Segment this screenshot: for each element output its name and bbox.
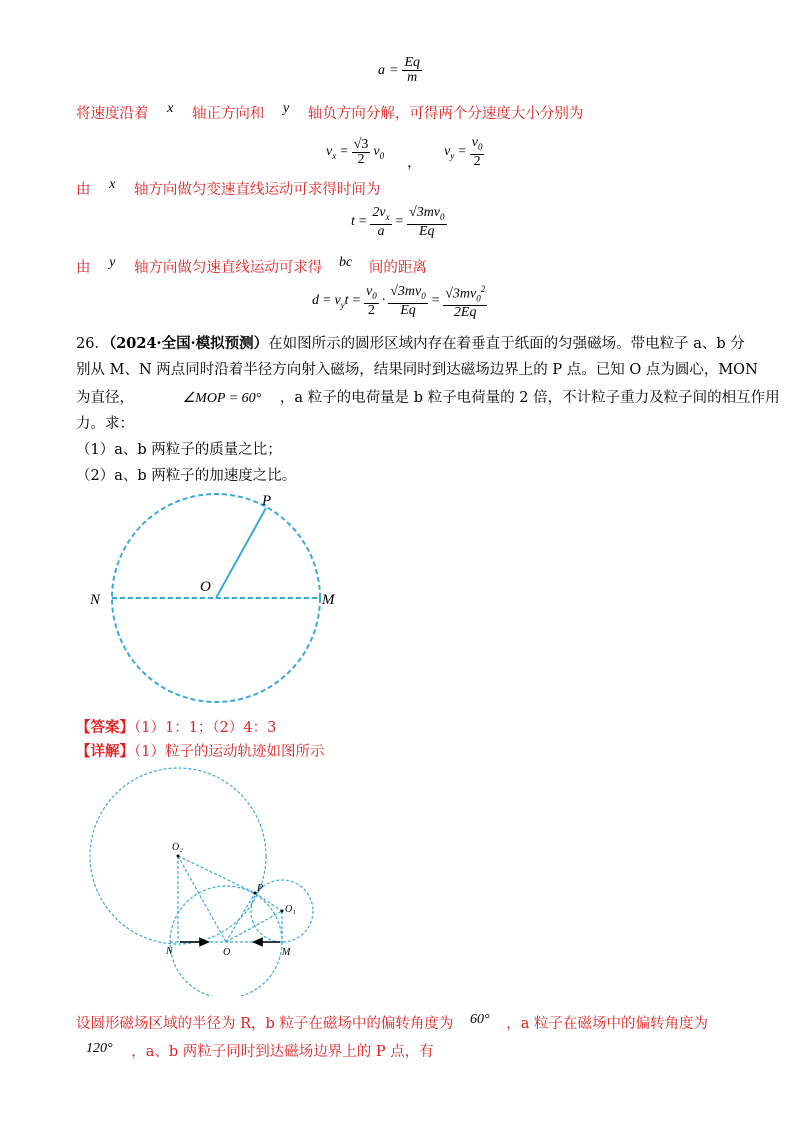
vx-rhs-sub: 0	[379, 150, 385, 161]
eq4-f2-den: Eq	[400, 302, 416, 318]
var-x: x	[109, 177, 116, 192]
eq4-f3-num-sub: 0	[476, 293, 481, 304]
eq4-fraction3	[443, 282, 487, 320]
eq3-den2: Eq	[418, 223, 435, 239]
question-1: （1）a、b 两粒子的质量之比；	[76, 442, 282, 458]
vy-fraction	[470, 136, 485, 169]
line-o2-p	[178, 856, 255, 893]
eq4-lhs: d	[312, 293, 319, 309]
answer-line	[76, 716, 276, 737]
equation-distance	[312, 282, 487, 320]
detail-text: （1）粒子的运动轨迹如图所示	[134, 744, 325, 760]
eq3-num2-text: √3mv	[409, 205, 441, 220]
eq4-vy-sub: y	[340, 299, 345, 310]
eq4-f1-num-sub: 0	[372, 290, 377, 301]
vx-equals: =	[339, 144, 349, 160]
final-line2	[86, 1040, 434, 1061]
eq4-f1-num-text: v	[366, 283, 373, 299]
vy-lhs: v	[444, 144, 451, 159]
eq4-f3-den: 2Eq	[453, 305, 477, 321]
vy-equals: =	[457, 144, 467, 160]
problem-line1	[76, 332, 745, 353]
eq4-f3-num	[443, 282, 487, 306]
problem-source: （2024·全国·模拟预测）	[108, 335, 269, 352]
eq1-equals: =	[389, 62, 399, 78]
eq1-denominator: m	[407, 70, 418, 85]
text-distance-derivation	[76, 256, 427, 277]
label-o: O	[223, 947, 231, 958]
label-m: M	[282, 947, 291, 958]
angle-mop: ∠MOP = 60°	[182, 391, 262, 406]
figure-circle-field	[86, 484, 358, 710]
answer-tag: 【答案】	[76, 719, 134, 736]
figure-trajectories	[86, 764, 326, 996]
vy-num-v: v	[471, 135, 478, 150]
label-o2: O₂	[172, 842, 183, 853]
angle-60: 60°	[470, 1012, 490, 1027]
arrow-b-head	[200, 939, 208, 946]
eq4-f3-num-sup: 2	[480, 284, 486, 294]
radius-op	[216, 508, 266, 598]
label-o1: O₁	[285, 904, 296, 915]
equation-velocity-components	[326, 135, 484, 172]
text-part: 轴方向做匀变速直线运动可求得时间为	[133, 182, 381, 198]
final-line1	[76, 1012, 708, 1033]
vx-fraction	[352, 138, 371, 167]
final-text-1a: 设圆形磁场区域的半径为 R，b 粒子在磁场中的偏转角度为	[76, 1016, 454, 1032]
eq3-num1	[370, 206, 391, 225]
final-text-1b: ，a 粒子在磁场中的偏转角度为	[506, 1016, 709, 1032]
angle-120: 120°	[86, 1041, 113, 1056]
vy-denominator: 2	[473, 153, 481, 169]
eq4-f3-num-text: √3mv	[445, 286, 477, 302]
text-part: 由	[76, 182, 91, 198]
label-m: M	[322, 592, 335, 608]
problem-text-3b: ，a 粒子的电荷量是 b 粒子电荷量的 2 倍，不计粒子重力及粒子间的相互作用	[279, 390, 780, 406]
vx-denominator: 2	[357, 151, 365, 167]
text-time-derivation	[76, 178, 380, 199]
eq3-lhs: t	[351, 214, 355, 230]
var-x: x	[167, 101, 174, 116]
eq3-equals: =	[357, 214, 368, 230]
equation-time	[351, 206, 447, 239]
vx-numerator: √3	[353, 136, 369, 152]
eq3-equals2: =	[394, 214, 405, 230]
eq1-fraction	[402, 56, 422, 85]
vx-lhs: v	[326, 144, 333, 159]
eq1-lhs: a	[378, 62, 385, 78]
equation-acceleration	[378, 56, 422, 85]
eq1-numerator: Eq	[404, 55, 421, 70]
problem-line2: 别从 M、N 两点同时沿着半径方向射入磁场，结果同时到达磁场边界上的 P 点。已知 O 点为圆心，MON	[76, 362, 758, 378]
line-o2-o	[178, 856, 226, 942]
eq3-fraction2	[407, 206, 447, 239]
vy-numerator	[470, 136, 485, 155]
vx-rhs: v	[373, 144, 380, 159]
detail-line	[76, 740, 324, 761]
text-part: 轴正方向和	[191, 106, 265, 122]
separator: ，	[407, 156, 422, 172]
var-bc: bc	[339, 255, 353, 270]
problem-text-3a: 为直径，	[76, 390, 134, 406]
detail-tag: 【详解】	[76, 743, 134, 760]
text-decompose-velocity	[76, 102, 583, 123]
eq4-dot: ·	[381, 293, 386, 309]
eq4-f2-num-sub: 0	[421, 290, 426, 301]
eq3-num2	[407, 206, 447, 225]
label-p: P	[257, 883, 264, 894]
vy-num-sub: 0	[477, 141, 483, 152]
problem-line3	[76, 386, 780, 407]
var-y: y	[109, 255, 116, 270]
label-n: N	[166, 946, 173, 957]
text-part: 将速度沿着	[76, 106, 149, 122]
final-text-2: ，a、b 两粒子同时到达磁场边界上的 P 点，有	[131, 1044, 434, 1060]
label-o: O	[200, 579, 211, 595]
eq4-equals1: =	[322, 293, 332, 309]
eq4-vy: v	[334, 292, 341, 308]
var-y: y	[283, 101, 290, 116]
arrow-a-head	[254, 939, 262, 946]
vx-lhs-sub: x	[332, 150, 337, 161]
label-p: P	[262, 493, 272, 509]
eq3-num2-sub: 0	[440, 211, 445, 222]
text-part: 轴负方向分解，可得两个分速度大小分别为	[307, 106, 584, 122]
text-part: 间的距离	[368, 260, 427, 276]
label-n: N	[90, 592, 101, 608]
eq4-f1-den: 2	[367, 302, 375, 318]
question-2: （2）a、b 两粒子的加速度之比。	[76, 468, 297, 484]
eq4-equals3: =	[430, 293, 441, 309]
eq4-f2-num-text: √3mv	[390, 283, 422, 299]
eq4-equals2: =	[351, 293, 362, 309]
eq4-t: t	[344, 292, 349, 308]
line-o-o1	[226, 911, 282, 942]
problem-line4: 力。求：	[76, 416, 134, 432]
text-part: 由	[76, 260, 91, 276]
vy-lhs-sub: y	[450, 150, 455, 161]
eq3-num1-sub: x	[385, 211, 390, 222]
line-p-o1	[255, 893, 282, 911]
eq4-f1-num	[364, 285, 379, 304]
text-part: 轴方向做匀速直线运动可求得	[133, 260, 323, 276]
eq4-fraction2	[388, 285, 428, 318]
problem-number: 26．	[76, 336, 109, 352]
eq3-num1-text: 2v	[372, 205, 386, 220]
eq3-den1: a	[377, 223, 385, 239]
problem-text-1: 在如图所示的圆形区域内存在着垂直于纸面的匀强磁场。带电粒子 a、b 分	[268, 336, 745, 352]
answer-text: （1）1：1；（2）4：3	[134, 720, 277, 736]
eq4-f2-num	[388, 285, 428, 304]
eq4-fraction1	[364, 285, 379, 318]
eq3-fraction1	[370, 206, 391, 239]
